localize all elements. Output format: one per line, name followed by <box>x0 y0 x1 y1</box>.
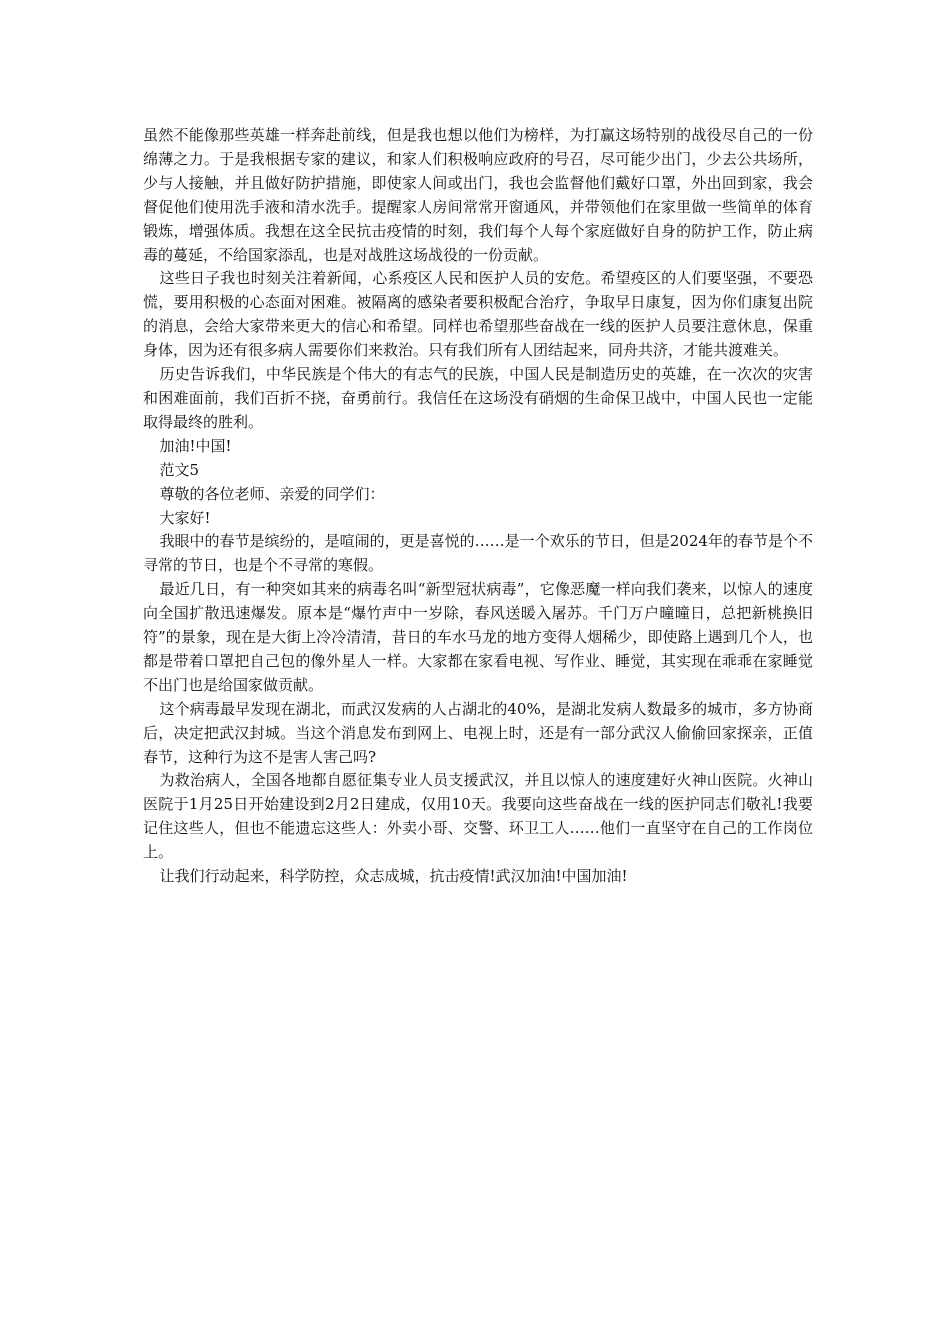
salutation: 尊敬的各位老师、亲爱的同学们： <box>159 484 385 503</box>
paragraph-7: 为救治病人，全国各地都自愿征集专业人员支援武汉，并且以惊人的速度建好火神山医院。火神山医院于1月25日开始建设到2月2日建成，仅用10天。我要向这些奋战在一线的医护同志们敬礼!我要记住这些人，但也不能遗忘这些人：外卖小哥、交警、环卫工人……他们一直坚守在自己的工作岗位上。 <box>143 771 813 862</box>
paragraph-1: 虽然不能像那些英雄一样奔赴前线，但是我也想以他们为榜样，为打赢这场特别的战役尽自己的一份绵薄之力。于是我根据专家的建议，和家人们积极响应政府的号召，尽可能少出门，少去公共场所，少与人接触，并且做好防护措施，即使家人间或出门，我也会监督他们戴好口罩，外出回到家，我会督促他们使用洗手液和清水洗手。提醒家人房间常常开窗通风，并带领他们在家里做一些简单的体育锻炼，增强体质。我想在这全民抗击疫情的时刻，我们每个人每个家庭做好自身的防护工作，防止病毒的蔓延，不给国家添乱，也是对战胜这场战役的一份贡献。 <box>143 126 813 264</box>
section-heading-sample-5: 范文5 <box>159 460 200 479</box>
paragraph-closing: 让我们行动起来，科学防控，众志成城，抗击疫情!武汉加油!中国加油! <box>159 867 628 886</box>
greeting: 大家好! <box>159 508 211 527</box>
paragraph-cheer: 加油!中国! <box>159 436 232 455</box>
paragraph-2: 这些日子我也时刻关注着新闻，心系疫区人民和医护人员的安危。希望疫区的人们要坚强，不要恐慌，要用积极的心态面对困难。被隔离的感染者要积极配合治疗，争取早日康复，因为你们康复出院的消息，会给大家带来更大的信心和希望。同样也希望那些奋战在一线的医护人员要注意休息，保重身体，因为还有很多病人需要你们来救治。只有我们所有人团结起来，同舟共济，才能共渡难关。 <box>143 269 813 360</box>
paragraph-4: 我眼中的春节是缤纷的，是喧闹的，更是喜悦的……是一个欢乐的节日，但是2024年的春节是个不寻常的节日，也是个不寻常的寒假。 <box>143 532 813 575</box>
paragraph-5: 最近几日，有一种突如其来的病毒名叫“新型冠状病毒”，它像恶魔一样向我们袭来，以惊人的速度向全国扩散迅速爆发。原本是“爆竹声中一岁除，春风送暖入屠苏。千门万户曈曈日，总把新桃换旧符”的景象，现在是大街上冷冷清清，昔日的车水马龙的地方变得人烟稀少，即使路上遇到几个人，也都是带着口罩把自己包的像外星人一样。大家都在家看电视、写作业、睡觉，其实现在乖乖在家睡觉不出门也是给国家做贡献。 <box>143 580 813 694</box>
paragraph-6: 这个病毒最早发现在湖北，而武汉发病的人占湖北的40%，是湖北发病人数最多的城市，多方协商后，决定把武汉封城。当这个消息发布到网上、电视上时，还是有一部分武汉人偷偷回家探亲，正值春节，这种行为这不是害人害己吗? <box>143 699 813 766</box>
paragraph-3: 历史告诉我们，中华民族是个伟大的有志气的民族，中国人民是制造历史的英雄，在一次次的灾害和困难面前，我们百折不挠，奋勇前行。我信任在这场没有硝烟的生命保卫战中，中国人民也一定能取得最终的胜利。 <box>143 365 813 431</box>
document-page <box>143 124 813 889</box>
